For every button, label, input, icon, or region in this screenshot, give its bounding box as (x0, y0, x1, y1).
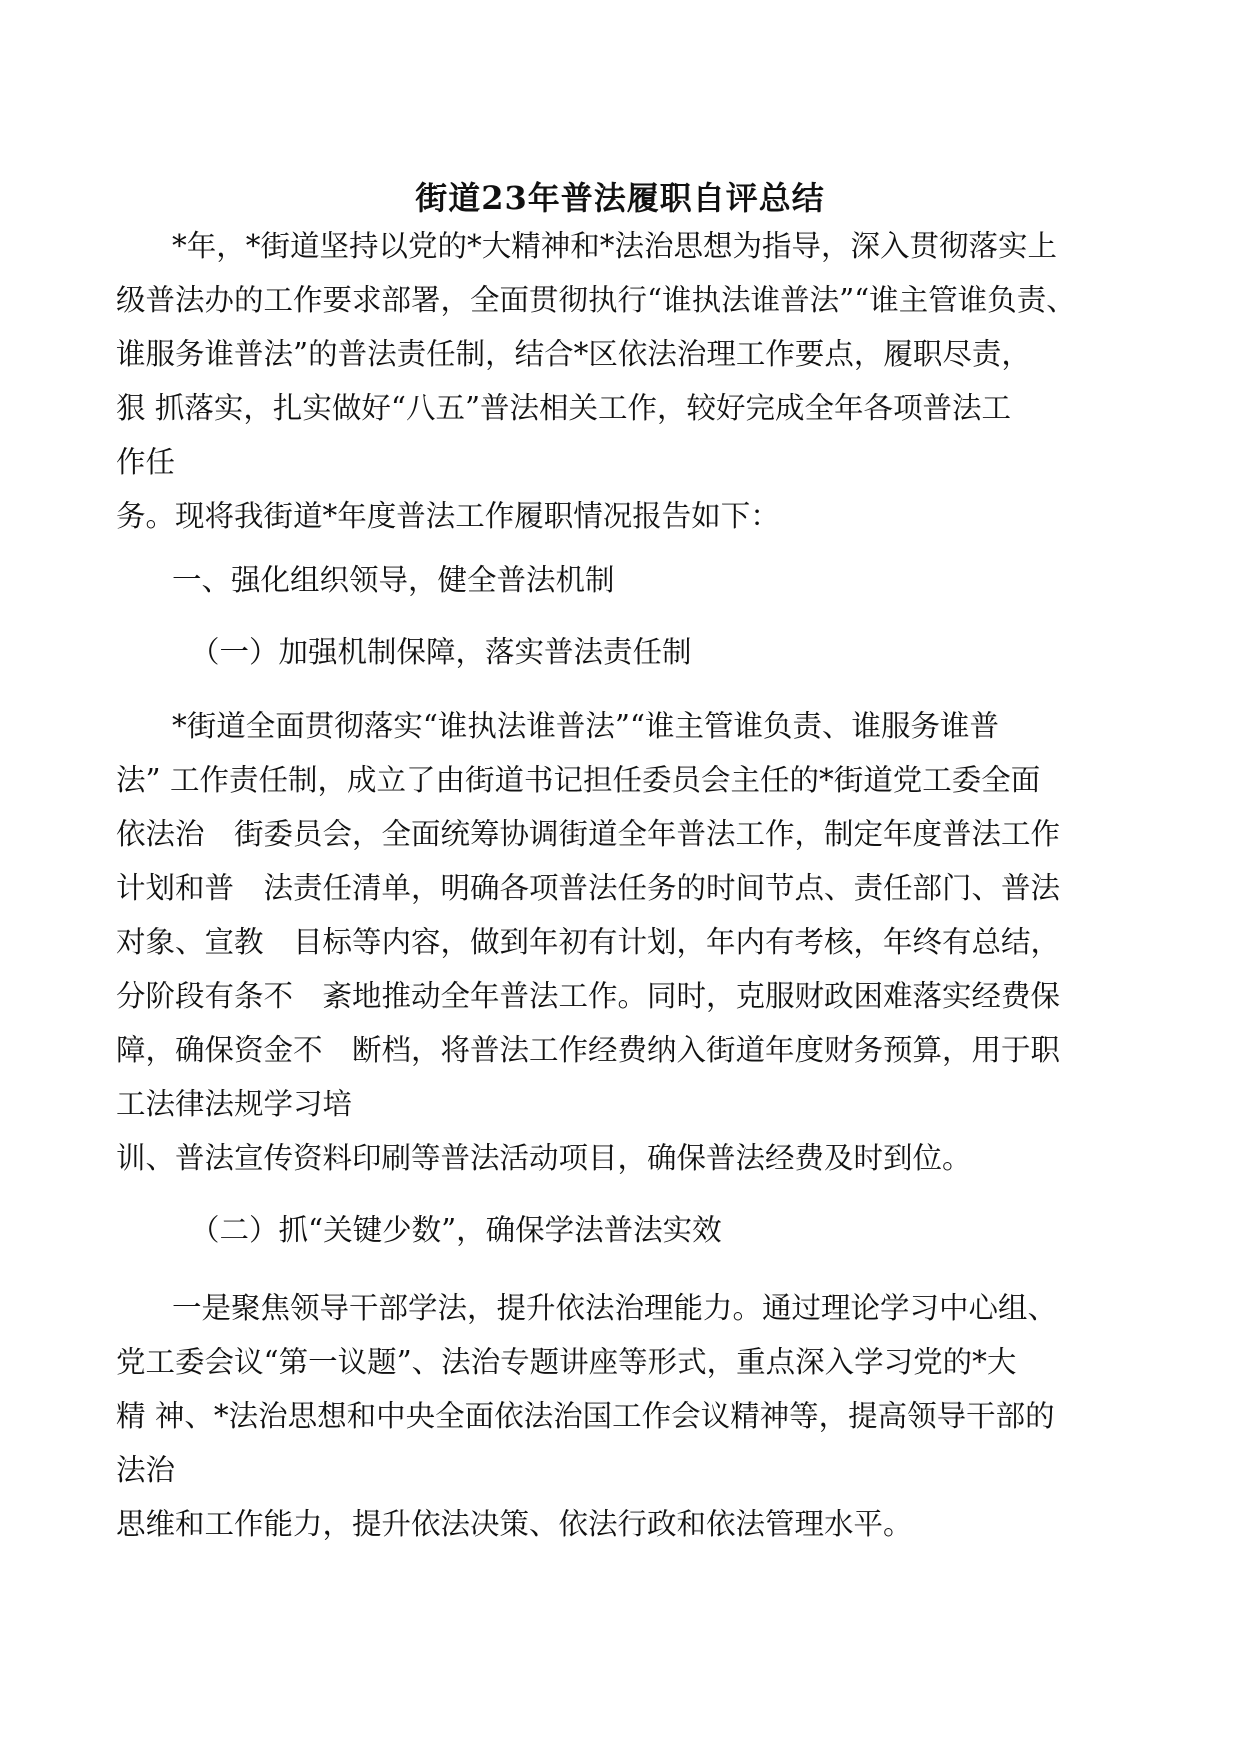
paragraph-line: 谁服务谁普法”的普法责任制，结合*区依法治理工作要点，履职尽责， (116, 337, 1031, 371)
subsection-heading: （二）抓“关键少数”，确保学法普法实效 (190, 1213, 722, 1247)
paragraph-line: 思维和工作能力，提升依法决策、依法行政和依法管理水平。 (116, 1507, 913, 1541)
subsection-heading: （一）加强机制保障，落实普法责任制 (190, 635, 692, 669)
paragraph-line: 狠 抓落实，扎实做好“八五”普法相关工作，较好完成全年各项普法工 (116, 391, 1012, 425)
paragraph-line: 级普法办的工作要求部署，全面贯彻执行“谁执法谁普法”“谁主管谁负责、 (116, 283, 1076, 317)
paragraph-line: 党工委会议“第一议题”、法治专题讲座等形式，重点深入学习党的*大 (116, 1345, 1017, 1379)
section-heading: 一、强化组织领导，健全普法机制 (172, 563, 615, 597)
paragraph-line: *年，*街道坚持以党的*大精神和*法治思想为指导，深入贯彻落实上 (172, 229, 1058, 263)
paragraph-line: 对象、宣教 目标等内容，做到年初有计划，年内有考核，年终有总结， (116, 925, 1061, 959)
paragraph-line: 障，确保资金不 断档，将普法工作经费纳入街道年度财务预算，用于职 (116, 1033, 1061, 1067)
paragraph-line: 精 神、*法治思想和中央全面依法治国工作会议精神等，提高领导干部的 (116, 1399, 1055, 1433)
paragraph-line: 一是聚焦领导干部学法，提升依法治理能力。通过理论学习中心组、 (172, 1291, 1058, 1325)
document-title: 街道23年普法履职自评总结 (415, 179, 825, 217)
paragraph-line: 工法律法规学习培 (116, 1087, 353, 1121)
paragraph-line: 务。现将我街道*年度普法工作履职情况报告如下： (116, 499, 780, 533)
paragraph-line: 依法治 街委员会，全面统筹协调街道全年普法工作，制定年度普法工作 (116, 817, 1061, 851)
paragraph-line: 训、普法宣传资料印刷等普法活动项目，确保普法经费及时到位。 (116, 1141, 972, 1175)
paragraph-line: *街道全面贯彻落实“谁执法谁普法”“谁主管谁负责、谁服务谁普 (172, 709, 999, 743)
paragraph-line: 计划和普 法责任清单，明确各项普法任务的时间节点、责任部门、普法 (116, 871, 1061, 905)
paragraph-line: 法” 工作责任制，成立了由街道书记担任委员会主任的*街道党工委全面 (116, 763, 1041, 797)
paragraph-line: 分阶段有条不 紊地推动全年普法工作。同时，克服财政困难落实经费保 (116, 979, 1061, 1013)
paragraph-line: 法治 (116, 1453, 176, 1487)
paragraph-line: 作任 (116, 445, 176, 479)
